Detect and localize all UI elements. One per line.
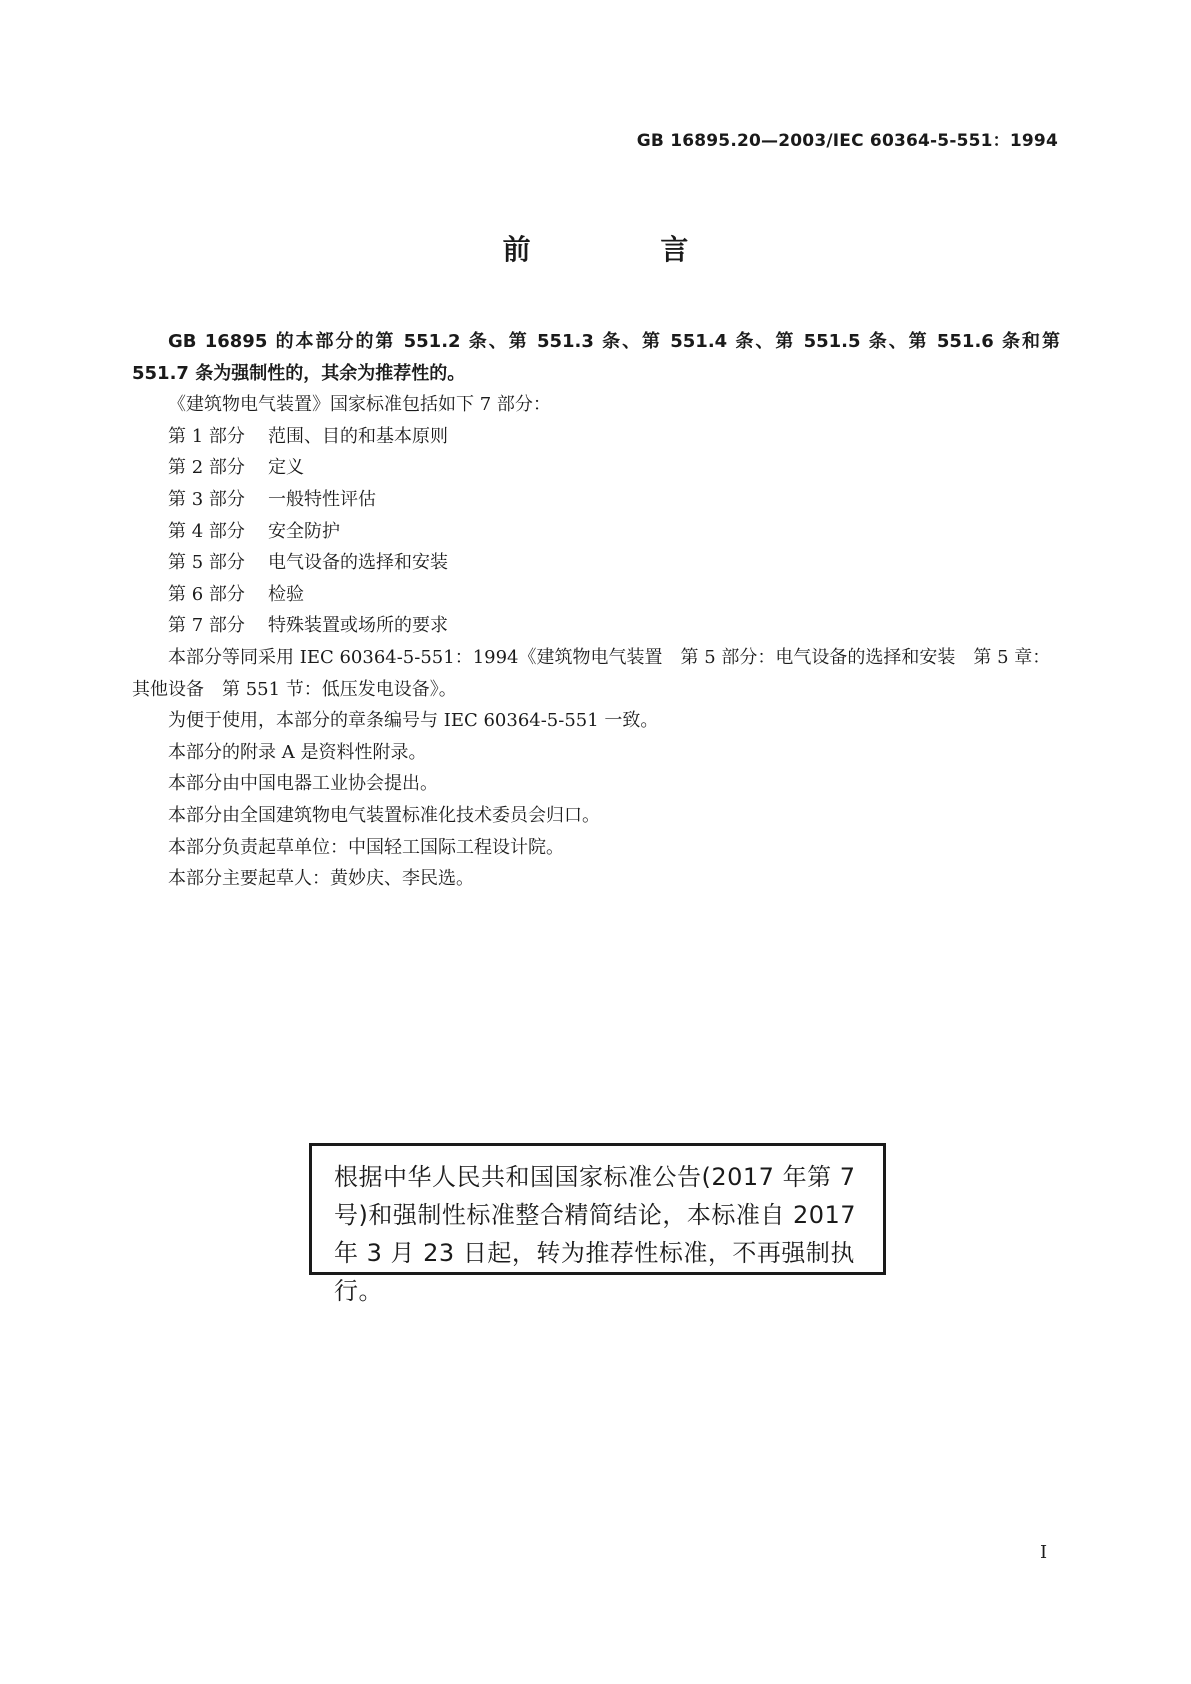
foreword-body	[132, 326, 1060, 895]
part-number: 第 5 部分	[168, 552, 245, 574]
part-list-item	[132, 452, 1060, 484]
part-list-item	[132, 484, 1060, 516]
part-name: 范围、目的和基本原则	[268, 425, 448, 447]
drafting-unit-statement: 本部分负责起草单位：中国轻工国际工程设计院。	[168, 836, 564, 858]
part-number: 第 3 部分	[168, 488, 245, 510]
part-number: 第 2 部分	[168, 457, 245, 479]
part-number: 第 7 部分	[168, 615, 245, 637]
proposer-statement: 本部分由中国电器工业协会提出。	[168, 773, 438, 795]
mandatory-clauses-paragraph: GB 16895 的本部分的第 551.2 条、第 551.3 条、第 551.4 条、第 551.5 条、第 551.6 条和第 551.7 条为强制性的，其余为推荐性的。	[132, 331, 1060, 384]
parts-intro-paragraph: 《建筑物电气装置》国家标准包括如下 7 部分：	[168, 394, 551, 416]
part-number: 第 6 部分	[168, 583, 245, 605]
part-name: 检验	[268, 583, 304, 605]
page-number: I	[1040, 1542, 1048, 1563]
standard-code-header: GB 16895.20—2003/IEC 60364-5-551：1994	[636, 131, 1058, 151]
part-number: 第 1 部分	[168, 425, 245, 447]
part-list-item	[132, 516, 1060, 548]
part-list-item	[132, 421, 1060, 453]
part-list-item	[132, 547, 1060, 579]
part-name: 安全防护	[268, 520, 340, 542]
annex-statement: 本部分的附录 A 是资料性附录。	[168, 741, 427, 763]
numbering-statement: 为便于使用，本部分的章条编号与 IEC 60364-5-551 一致。	[168, 710, 659, 732]
committee-statement: 本部分由全国建筑物电气装置标准化技术委员会归口。	[168, 804, 600, 826]
part-number: 第 4 部分	[168, 520, 245, 542]
part-list-item	[132, 610, 1060, 642]
adoption-statement: 本部分等同采用 IEC 60364-5-551：1994《建筑物电气装置 第 5 部分：电气设备的选择和安装 第 5 章：其他设备 第 551 节：低压发电设备》。	[132, 646, 1051, 700]
part-list-item	[132, 579, 1060, 611]
drafters-statement: 本部分主要起草人：黄妙庆、李民选。	[168, 868, 474, 890]
status-notice-box: 根据中华人民共和国国家标准公告(2017 年第 7 号)和强制性标准整合精简结论，本标准自 2017 年 3 月 23 日起，转为推荐性标准，不再强制执行。	[309, 1143, 886, 1275]
part-name: 特殊装置或场所的要求	[268, 615, 448, 637]
page-title: 前 言	[502, 233, 749, 266]
part-name: 电气设备的选择和安装	[268, 552, 448, 574]
part-name: 一般特性评估	[268, 488, 376, 510]
part-name: 定义	[268, 457, 304, 479]
